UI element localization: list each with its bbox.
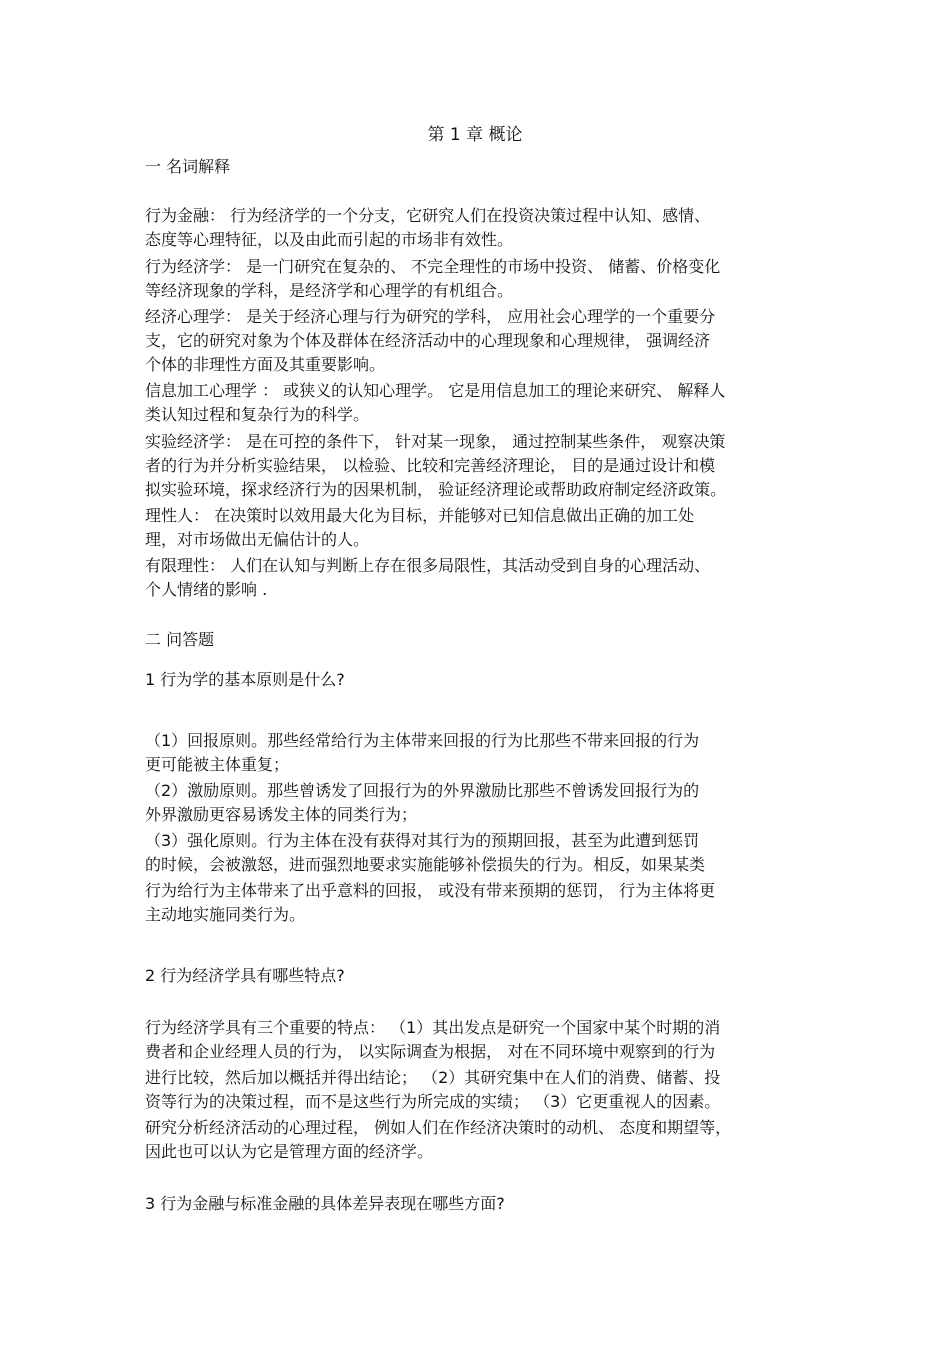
definition-line: 等经济现象的学科，是经济学和心理学的有机组合。 bbox=[145, 281, 514, 300]
question-1: 1 行为学的基本原则是什么? bbox=[145, 670, 345, 689]
definition-line: 者的行为并分析实验结果， 以检验、比较和完善经济理论， 目的是通过设计和模 bbox=[145, 456, 716, 475]
definition-line: 信息加工心理学 ： 或狭义的认知心理学。 它是用信息加工的理论来研究、 解释人 bbox=[145, 381, 726, 400]
definition-line: 行为金融： 行为经济学的一个分支，它研究人们在投资决策过程中认知、感情、 bbox=[145, 206, 711, 225]
definition-line: 类认知过程和复杂行为的科学。 bbox=[145, 405, 370, 424]
answer-1-line: 主动地实施同类行为。 bbox=[145, 905, 306, 924]
definition-line: 有限理性： 人们在认知与判断上存在很多局限性，其活动受到自身的心理活动、 bbox=[145, 556, 711, 575]
answer-2-line: 进行比较，然后加以概括并得出结论； （2）其研究集中在人们的消费、储蓄、投 bbox=[145, 1068, 721, 1087]
definition-line: 态度等心理特征，以及由此而引起的市场非有效性。 bbox=[145, 230, 514, 249]
answer-1-line: （1）回报原则。那些经常给行为主体带来回报的行为比那些不带来回报的行为 bbox=[145, 731, 700, 750]
answer-1-line: （2）激励原则。那些曾诱发了回报行为的外界激励比那些不曾诱发回报行为的 bbox=[145, 781, 700, 800]
definition-line: 实验经济学： 是在可控的条件下， 针对某一现象， 通过控制某些条件， 观察决策 bbox=[145, 432, 726, 451]
answer-1-line: 的时候，会被激怒，进而强烈地要求实施能够补偿损失的行为。相反，如果某类 bbox=[145, 855, 706, 874]
answer-1-line: 行为给行为主体带来了出乎意料的回报， 或没有带来预期的惩罚， 行为主体将更 bbox=[145, 881, 716, 900]
answer-1-line: （3）强化原则。行为主体在没有获得对其行为的预期回报，甚至为此遭到惩罚 bbox=[145, 831, 700, 850]
definition-line: 个体的非理性方面及其重要影响。 bbox=[145, 355, 386, 374]
definition-line: 理，对市场做出无偏估计的人。 bbox=[145, 530, 370, 549]
section-heading-qa: 二 问答题 bbox=[145, 630, 215, 649]
answer-2-line: 行为经济学具有三个重要的特点： （1）其出发点是研究一个国家中某个时期的消 bbox=[145, 1018, 721, 1037]
answer-2-line: 资等行为的决策过程，而不是这些行为所完成的实绩； （3）它更重视人的因素。 bbox=[145, 1092, 721, 1111]
answer-2-line: 费者和企业经理人员的行为， 以实际调查为根据， 对在不同环境中观察到的行为 bbox=[145, 1042, 716, 1061]
definition-line: 拟实验环境，探求经济行为的因果机制， 验证经济理论或帮助政府制定经济政策。 bbox=[145, 480, 727, 499]
answer-2-line: 研究分析经济活动的心理过程， 例如人们在作经济决策时的动机、 态度和期望等， bbox=[145, 1118, 732, 1137]
definition-line: 理性人： 在决策时以效用最大化为目标，并能够对已知信息做出正确的加工处 bbox=[145, 506, 695, 525]
definition-line: 行为经济学： 是一门研究在复杂的、 不完全理性的市场中投资、 储蓄、价格变化 bbox=[145, 257, 721, 276]
chapter-title: 第 1 章 概论 bbox=[427, 125, 523, 145]
answer-1-line: 外界激励更容易诱发主体的同类行为； bbox=[145, 805, 418, 824]
question-2: 2 行为经济学具有哪些特点? bbox=[145, 966, 345, 985]
answer-1-line: 更可能被主体重复； bbox=[145, 755, 290, 774]
definition-line: 支，它的研究对象为个体及群体在经济活动中的心理现象和心理规律， 强调经济 bbox=[145, 331, 711, 350]
answer-2-line: 因此也可以认为它是管理方面的经济学。 bbox=[145, 1142, 434, 1161]
question-3: 3 行为金融与标准金融的具体差异表现在哪些方面? bbox=[145, 1194, 505, 1213]
definition-line: 个人情绪的影响 . bbox=[145, 580, 268, 599]
definition-line: 经济心理学： 是关于经济心理与行为研究的学科， 应用社会心理学的一个重要分 bbox=[145, 307, 716, 326]
section-heading-definitions: 一 名词解释 bbox=[145, 157, 231, 176]
